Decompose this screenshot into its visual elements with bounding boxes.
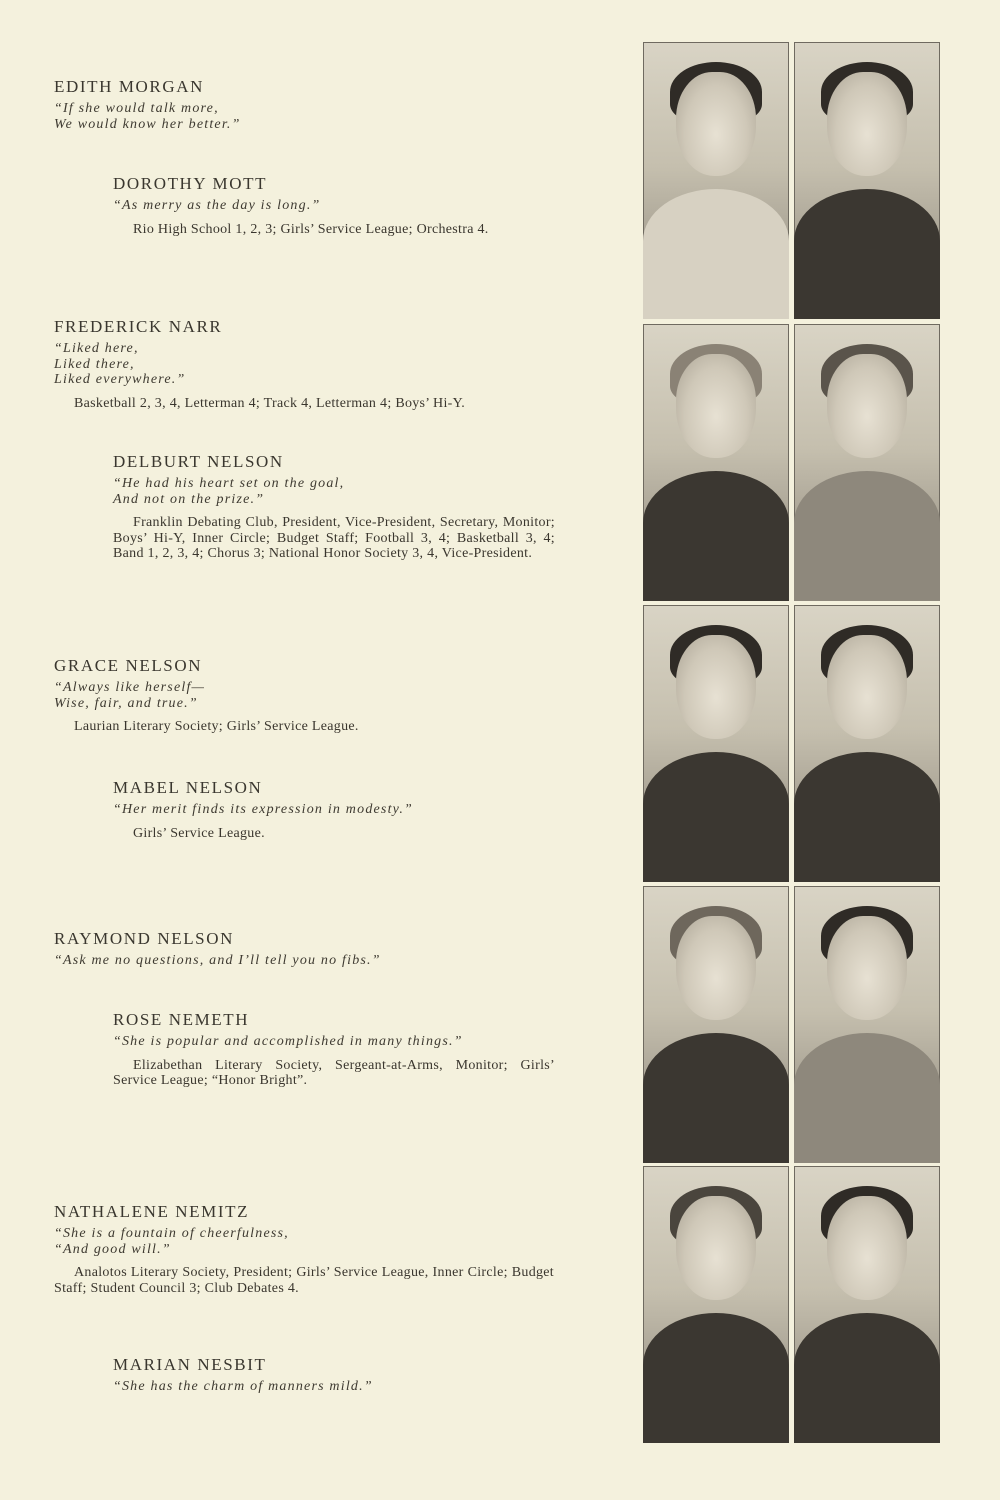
portrait-photo-grace-nelson bbox=[643, 605, 789, 882]
student-activities: Rio High School 1, 2, 3; Girls’ Service League; Orchestra 4. bbox=[133, 221, 489, 237]
portrait-photo-raymond-nelson bbox=[643, 886, 789, 1163]
student-name: GRACE NELSON bbox=[54, 656, 203, 675]
student-quote: “If she would talk more, We would know her better.” bbox=[54, 101, 241, 132]
portrait-photo-marian-nesbit bbox=[794, 1166, 940, 1443]
student-entry-rose-nemeth bbox=[113, 1010, 555, 1089]
student-activities: Elizabethan Literary Society, Sergeant-at-Arms, Monitor; Girls’ Service League; “Honor Bright”. bbox=[113, 1057, 555, 1088]
student-name: ROSE NEMETH bbox=[113, 1010, 250, 1029]
student-quote: “She is popular and accomplished in many things.” bbox=[113, 1034, 463, 1049]
portrait-photo-rose-nemeth bbox=[794, 886, 940, 1163]
student-name: RAYMOND NELSON bbox=[54, 929, 234, 948]
student-activities: Laurian Literary Society; Girls’ Service League. bbox=[74, 719, 359, 734]
student-activities: Basketball 2, 3, 4, Letterman 4; Track 4, Letterman 4; Boys’ Hi-Y. bbox=[74, 395, 465, 411]
student-quote: “Always like herself— Wise, fair, and true.” bbox=[54, 680, 206, 711]
portrait-grid bbox=[643, 42, 941, 1442]
portrait-photo-delburt-nelson bbox=[794, 324, 940, 601]
student-quote: “He had his heart set on the goal, And not on the prize.” bbox=[113, 476, 345, 507]
portrait-photo-mabel-nelson bbox=[794, 605, 940, 882]
student-entry-edith-morgan bbox=[54, 77, 554, 132]
student-quote: “Her merit finds its expression in modesty.” bbox=[113, 802, 414, 817]
portrait-photo-edith-morgan bbox=[643, 42, 789, 319]
student-quote: “She has the charm of manners mild.” bbox=[113, 1379, 373, 1394]
student-quote: “She is a fountain of cheerfulness, “And good will.” bbox=[54, 1226, 289, 1257]
student-quote: “Liked here, Liked there, Liked everywhere.” bbox=[54, 341, 186, 387]
student-entry-dorothy-mott bbox=[113, 174, 555, 237]
student-name: MABEL NELSON bbox=[113, 778, 263, 797]
student-name: EDITH MORGAN bbox=[54, 77, 204, 96]
student-name: MARIAN NESBIT bbox=[113, 1355, 267, 1374]
student-quote: “As merry as the day is long.” bbox=[113, 198, 321, 213]
student-name: FREDERICK NARR bbox=[54, 317, 223, 336]
student-activities: Franklin Debating Club, President, Vice-President, Secretary, Monitor; Boys’ Hi-Y, Inner Circle; Budget Staff; Football 3, 4; Basketball 3, 4; Band 1, 2, 3, 4; Chorus 3; National Honor Society 3, 4, Vice-President. bbox=[113, 515, 555, 561]
student-entry-raymond-nelson bbox=[54, 929, 554, 969]
portrait-photo-nathalene-nemitz bbox=[643, 1166, 789, 1443]
student-name: NATHALENE NEMITZ bbox=[54, 1202, 250, 1221]
student-name: DELBURT NELSON bbox=[113, 452, 284, 471]
student-quote: “Ask me no questions, and I’ll tell you no fibs.” bbox=[54, 953, 381, 968]
student-entry-delburt-nelson bbox=[113, 452, 555, 562]
student-entry-nathalene-nemitz bbox=[54, 1202, 554, 1296]
portrait-photo-dorothy-mott bbox=[794, 42, 940, 319]
student-entry-frederick-narr bbox=[54, 317, 554, 411]
student-entry-mabel-nelson bbox=[113, 778, 555, 841]
portrait-photo-frederick-narr bbox=[643, 324, 789, 601]
student-entry-grace-nelson bbox=[54, 656, 554, 735]
student-activities: Analotos Literary Society, President; Girls’ Service League, Inner Circle; Budget Staff; Student Council 3; Club Debates 4. bbox=[54, 1265, 554, 1296]
student-activities: Girls’ Service League. bbox=[133, 825, 265, 841]
student-entry-marian-nesbit bbox=[113, 1355, 555, 1395]
student-name: DOROTHY MOTT bbox=[113, 174, 268, 193]
